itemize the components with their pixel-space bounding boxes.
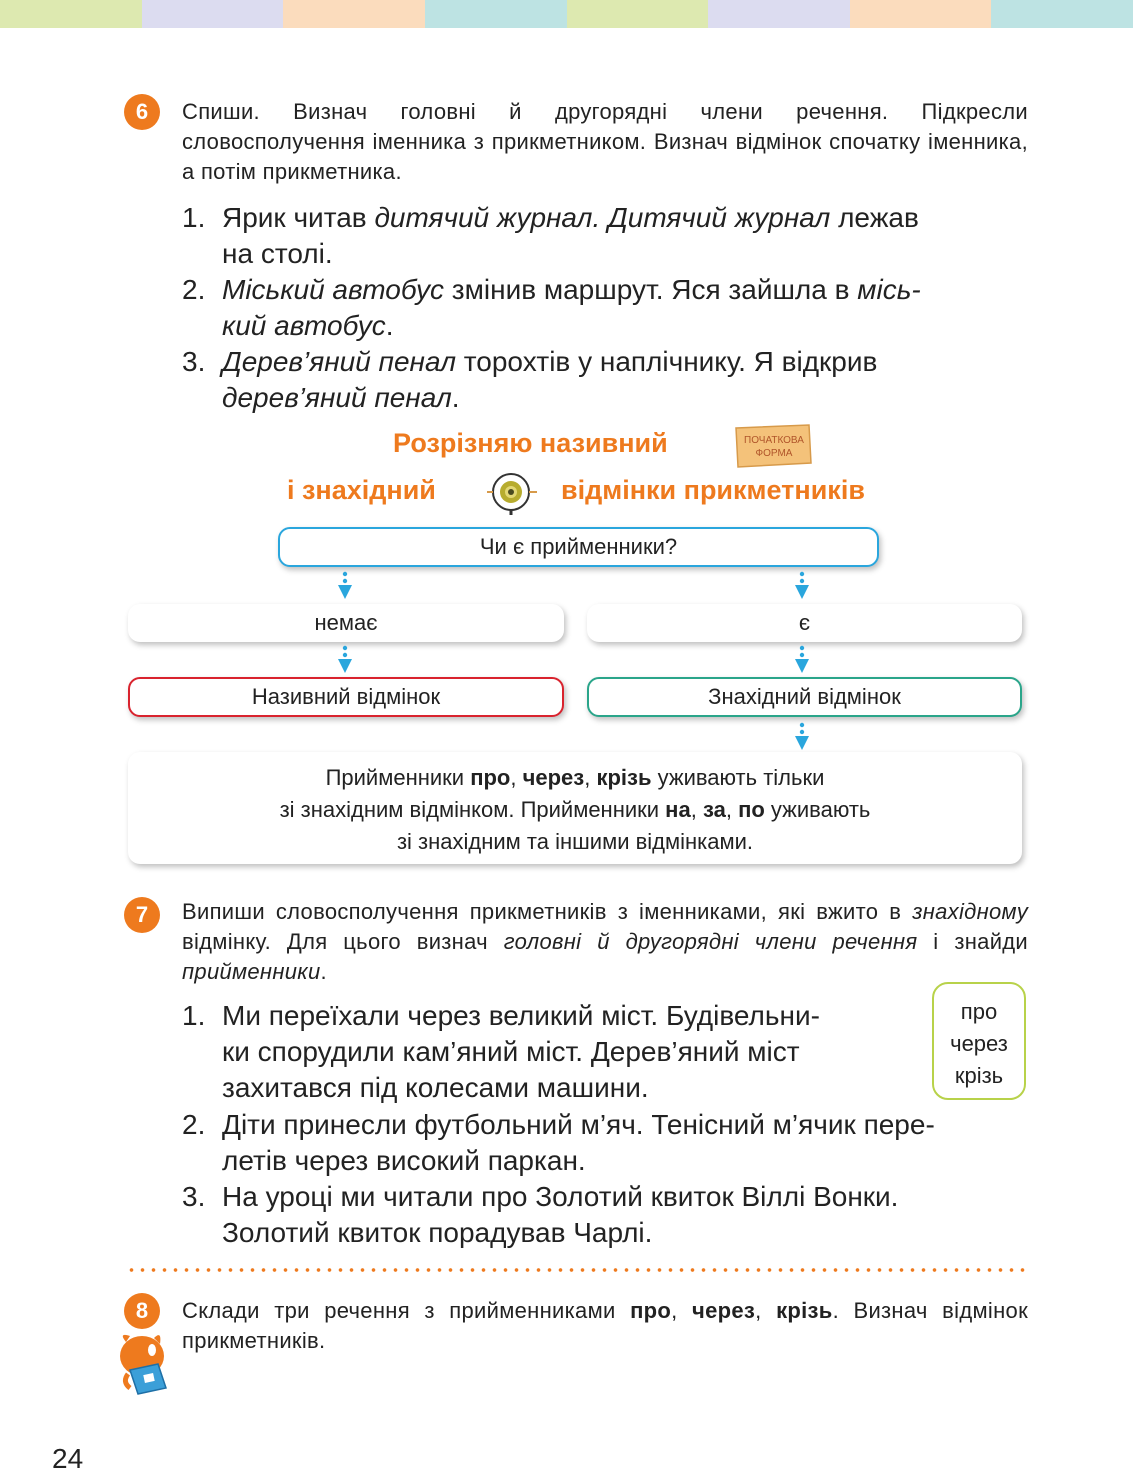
rule-note-line-3: зі знахідним та іншими відмінками. [396,829,754,854]
task7-instruction: Випиши словосполучення прикметників з іменниками, які вжито в знахідному відмінку. Для цього визнач головні й другорядні члени речення і знайди прийменники. [182,899,1029,984]
rule-heading-line-2-left: і знахідний [287,475,436,505]
mascot-with-book-icon [108,1330,174,1398]
preposition-item: крізь [954,1063,1004,1088]
dotted-divider [126,1268,1028,1272]
has-prepositions-box: є [587,604,1022,642]
task7-sentence-2-number: 2. [182,1109,206,1140]
task6-sentence-1-line-2: на столі. [222,238,333,269]
task6-sentence-2-line-2: кий автобус. [222,310,394,341]
task7-sentence-3-line-2: Золотий квиток порадував Чарлі. [222,1217,653,1248]
top-bar-segment [0,0,142,28]
task7-sentence-1-number: 1. [182,1000,206,1031]
arrow-down-icon [794,645,810,675]
task7-sentence-3-number: 3. [182,1181,206,1212]
task8-instruction: Склади три речення з прийменниками про, через, крізь. Визнач відмінок прикметників. [182,1298,1028,1353]
task6-sentence-1-line-1: Ярик читав дитячий журнал. Дитячий журнал лежав [222,202,919,233]
task6-sentence-3-line-1: Дерев’яний пенал торохтів у наплічнику. Я відкрив [222,346,878,377]
preposition-item: про [960,999,998,1024]
top-bar-segment [991,0,1133,28]
top-bar-segment [425,0,567,28]
task7-sentence-1-line-2: ки спорудили кам’яний міст. Дерев’яний міст [222,1036,800,1067]
task7-number-badge: 7 [124,897,160,933]
task6-sentence-3-line-2: дерев’яний пенал. [222,382,460,413]
question-box: Чи є прийменники? [278,527,879,567]
nominative-case-box: Називний відмінок [128,677,564,717]
task6-number-badge: 6 [124,94,160,130]
top-bar-segment [142,0,284,28]
svg-text:ПОЧАТКОВА: ПОЧАТКОВА [744,435,804,446]
initial-form-tag-icon [733,423,813,469]
rule-note-line-1: Прийменники про, через, крізь уживають тільки [325,765,825,790]
magnifier-icon [483,470,543,516]
no-prepositions-box: немає [128,604,564,642]
svg-text:ФОРМА: ФОРМА [755,448,793,459]
task7-sentence-1-line-1: Ми переїхали через великий міст. Будівельни- [222,1000,820,1031]
preposition-item: через [950,1031,1008,1056]
task7-sentence-2-line-2: летів через високий паркан. [222,1145,586,1176]
task7-sentence-2-line-1: Діти принесли футбольний м’яч. Тенісний м’ячик пере- [222,1109,935,1140]
task6-sentence-1-number: 1. [182,202,206,233]
top-bar-segment [283,0,425,28]
task8-number-badge: 8 [124,1293,160,1329]
top-bar-segment [708,0,850,28]
task6-sentence-2-line-1: Міський автобус змінив маршрут. Яся зайшла в місь- [222,274,921,305]
top-bar-segment [850,0,992,28]
prepositions-hint-box [932,982,1026,1100]
rule-heading-line-2-right: відмінки прикметників [561,475,865,505]
task6-instruction: Спиши. Визнач головні й другорядні члени речення. Підкресли словосполучення іменника з прикметником. Визнач відмінок спочатку іменника, а потім прикметника. [182,99,1028,184]
rule-heading-line-1: Розрізняю називний [393,428,668,458]
page-number: 24 [52,1443,84,1474]
task7-sentence-1-line-3: захитався під колесами машини. [222,1072,649,1103]
task6-sentence-2-number: 2. [182,274,206,305]
task7-sentence-3-line-1: На уроці ми читали про Золотий квиток Віллі Вонки. [222,1181,899,1212]
top-color-bar [0,0,1133,28]
arrow-down-icon [794,722,810,752]
arrow-down-icon [337,571,353,601]
arrow-down-icon [794,571,810,601]
top-bar-segment [567,0,709,28]
rule-note-line-2: зі знахідним відмінком. Прийменники на, за, по уживають [279,797,871,822]
task6-sentence-3-number: 3. [182,346,206,377]
accusative-case-box: Знахідний відмінок [587,677,1022,717]
prepositions-rule-box [128,752,1022,864]
arrow-down-icon [337,645,353,675]
